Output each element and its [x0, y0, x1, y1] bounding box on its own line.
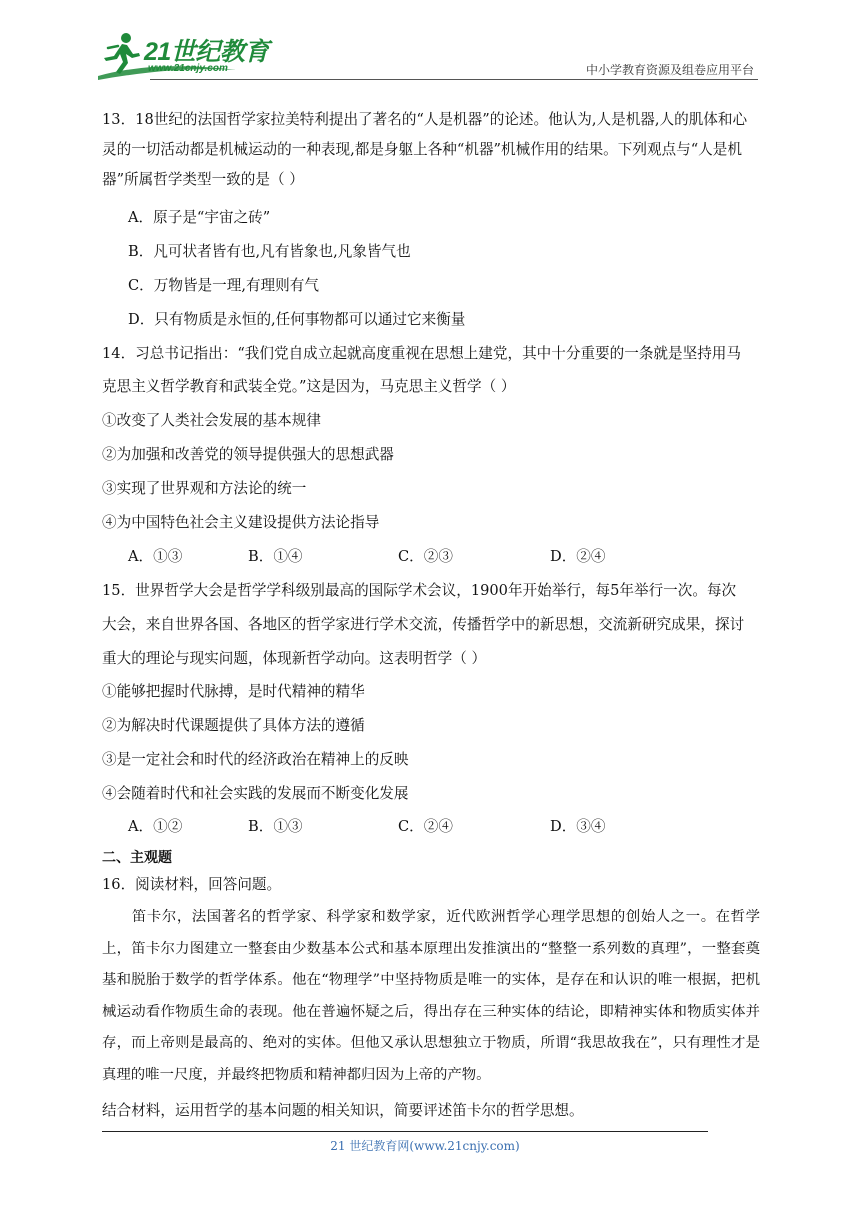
page-footer — [0, 1137, 860, 1154]
question-13 — [102, 105, 762, 195]
q15-item-3: ③是一定社会和时代的经济政治在精神上的反映 — [102, 751, 409, 768]
question-15-line-3: 重大的理论与现实问题，体现新哲学动向。这表明哲学（ ） — [102, 650, 487, 667]
question-15-line-2: 大会，来自世界各国、各地区的哲学家进行学术交流，传播哲学中的新思想，交流新研究成果，探讨 — [102, 616, 745, 633]
logo — [96, 30, 269, 82]
q15-option-b: B．①③ — [248, 818, 303, 835]
page-header — [0, 0, 860, 90]
q15-option-d: D．③④ — [550, 818, 606, 835]
q13-option-a: A．原子是“宇宙之砖” — [128, 209, 271, 226]
question-13-line-1: 13．18世纪的法国哲学家拉美特利提出了著名的“人是机器”的论述。他认为,人是机器,人的肌体和心 — [102, 111, 748, 128]
q13-option-b: B．凡可状者皆有也,凡有皆象也,凡象皆气也 — [128, 243, 411, 260]
q14-option-c: C．②③ — [398, 548, 453, 565]
q13-option-c: C．万物皆是一理,有理则有气 — [128, 277, 319, 294]
section-title: 二、主观题 — [102, 850, 172, 866]
question-15-line-1: 15．世界哲学大会是哲学学科级别最高的国际学术会议，1900年开始举行，每5年举行一次。每次 — [102, 582, 737, 599]
q14-option-a: A．①③ — [128, 548, 183, 565]
q14-item-2: ②为加强和改善党的领导提供强大的思想武器 — [102, 446, 394, 463]
q14-item-3: ③实现了世界观和方法论的统一 — [102, 480, 307, 497]
header-divider — [150, 79, 758, 80]
q16-material: 笛卡尔，法国著名的哲学家、科学家和数学家，近代欧洲哲学心理学思想的创始人之一。在哲学上，笛卡尔力图建立一整套由少数基本公式和基本原理出发推演出的“整整一系列数的真理”，一整套奠基和脱胎于数学的哲学体系。他在“物理学”中坚持物质是唯一的实体，是存在和认识的唯一根据，把机械运动看作物质生命的表现。他在普遍怀疑之后，得出存在三种实体的结论，即精神实体和物质实体并存，而上帝则是最高的、绝对的实体。但他又承认思想独立于物质，所谓“我思故我在”，只有理性才是真理的唯一尺度，并最终把物质和精神都归因为上帝的产物。 — [102, 909, 760, 1083]
question-14-line-2: 克思主义哲学教育和武装全党。”这是因为，马克思主义哲学（ ） — [102, 378, 516, 395]
q15-item-2: ②为解决时代课题提供了具体方法的遵循 — [102, 717, 365, 734]
footer-divider — [102, 1131, 708, 1132]
question-13-line-3: 器”所属哲学类型一致的是（ ） — [102, 171, 304, 188]
logo-url: www.21cnjy.com — [148, 63, 228, 74]
platform-name: 中小学教育资源及组卷应用平台 — [585, 63, 754, 77]
q15-option-a: A．①② — [128, 818, 183, 835]
logo-text: 21世纪教育 — [144, 38, 269, 66]
q15-option-c: C．②④ — [398, 818, 453, 835]
question-14-line-1: 14．习总书记指出：“我们党自成立起就高度重视在思想上建党，其中十分重要的一条就是坚持用马 — [102, 345, 741, 362]
q14-item-1: ①改变了人类社会发展的基本规律 — [102, 412, 321, 429]
q14-option-b: B．①④ — [248, 548, 303, 565]
q15-item-1: ①能够把握时代脉搏，是时代精神的精华 — [102, 683, 365, 700]
question-13-line-2: 灵的一切活动都是机械运动的一种表现,都是身躯上各种“机器”机械作用的结果。下列观点与“人是机 — [102, 141, 742, 158]
q14-option-d: D．②④ — [550, 548, 606, 565]
q15-item-4: ④会随着时代和社会实践的发展而不断变化发展 — [102, 785, 409, 802]
q13-option-d: D．只有物质是永恒的,任何事物都可以通过它来衡量 — [128, 311, 466, 328]
footer-link[interactable]: 21 世纪教育网(www.21cnjy.com) — [330, 1139, 520, 1153]
question-16-intro: 16．阅读材料，回答问题。 — [102, 876, 282, 893]
q16-task: 结合材料，运用哲学的基本问题的相关知识，简要评述笛卡尔的哲学思想。 — [102, 1102, 584, 1119]
q14-item-4: ④为中国特色社会主义建设提供方法论指导 — [102, 514, 380, 531]
